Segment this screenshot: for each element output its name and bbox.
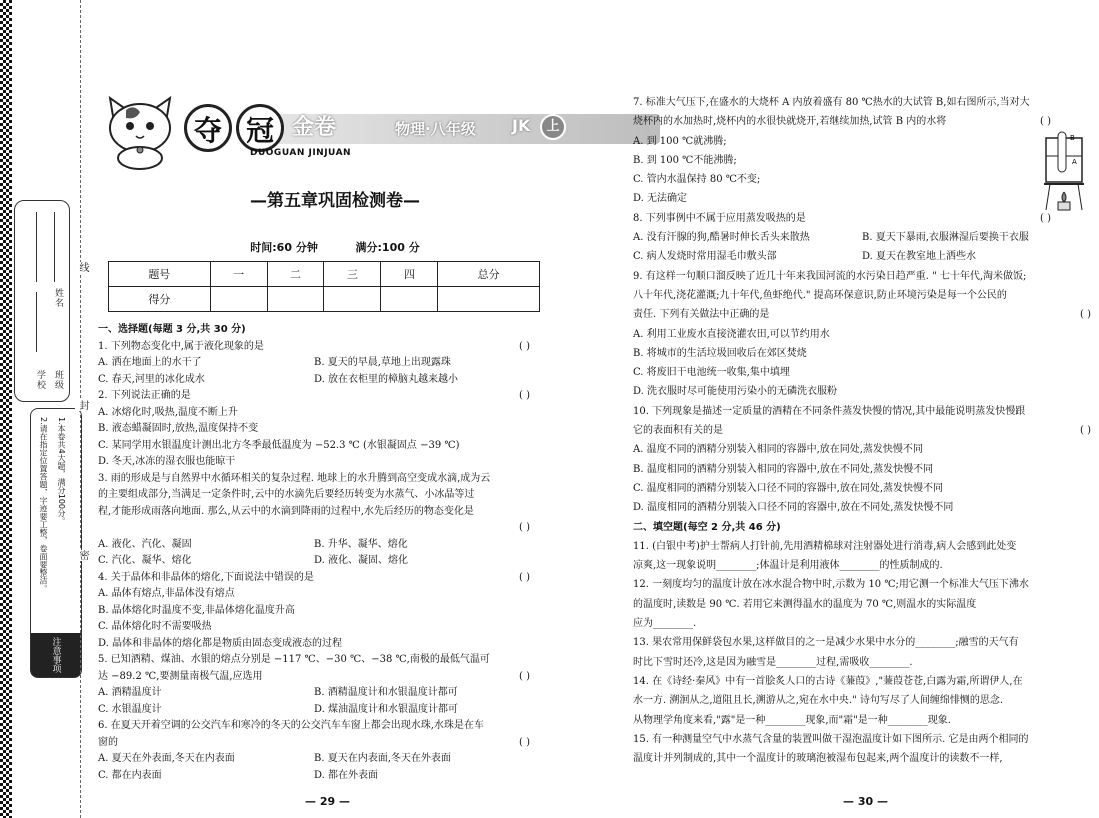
question-text: 程,才能形成雨落向地面. 那么,从云中的水滴到降雨的过程中,水先后经历的物态变化是	[98, 505, 474, 517]
text-line	[633, 595, 1091, 614]
question-text: 2. 下列说法正确的是	[98, 390, 191, 401]
text-line	[633, 518, 1091, 537]
option-right: D. 液化、凝固、熔化	[314, 555, 409, 566]
option-right: B. 酒精温度计和水银温度计都可	[314, 687, 458, 698]
text-line	[98, 471, 530, 488]
question-text: B. 到 100 ℃不能沸腾;	[633, 154, 737, 166]
brand-pinyin: DUOGUAN JINJUAN	[250, 148, 352, 158]
text-line	[633, 132, 1091, 151]
score-cell	[267, 287, 324, 312]
text-line	[633, 711, 1091, 730]
score-cell: 得分	[109, 287, 211, 312]
question-text: 达 −89.2 ℃,要测量南极气温,应选用	[98, 670, 263, 682]
page-title: —第五章巩固检测卷—	[250, 191, 420, 211]
seal-mark-feng: 封	[77, 400, 88, 411]
question-text: A. 冰熔化时,吸热,温度不断上升	[98, 406, 238, 418]
text-line	[98, 603, 530, 620]
question-text: A. 晶体有熔点,非晶体没有熔点	[98, 588, 235, 599]
text-line	[633, 382, 1091, 401]
option-right: B. 夏天在内表面,冬天在外表面	[314, 753, 451, 764]
answer-paren: ( )	[519, 390, 530, 401]
text-line	[98, 636, 530, 653]
option-right: B. 夏天的早晨,草地上出现露珠	[314, 357, 451, 368]
text-line	[633, 614, 1091, 633]
question-text: 从物理学角度来看,"露"是一种________现象,而"霜"是一种________现象.	[633, 714, 951, 726]
question-text: C. 将废旧干电池统一收集,集中填埋	[633, 367, 790, 379]
score-label: 满分:100 分	[355, 241, 420, 254]
text-line	[633, 556, 1091, 575]
text-line	[98, 537, 530, 554]
option-left: A. 夏天在外表面,冬天在内表面	[98, 753, 235, 764]
text-line	[633, 305, 1091, 324]
option-right: D. 煤油温度计和水银温度计都可	[314, 703, 459, 715]
question-text: 烧杯内的水加热时,烧杯内的水很快就烧开,若继续加热,试管 B 内的水将	[633, 116, 947, 128]
cat-mascot-icon	[100, 92, 180, 170]
question-text: C. 某同学用水银温度计测出北方冬季最低温度为 −52.3 ℃ (水银凝固点 −39 ℃)	[98, 439, 460, 451]
question-text: 9. 有这样一句顺口溜反映了近几十年来我国河流的水污染日趋严重. " 七十年代,淘米做饭;	[633, 270, 1027, 282]
score-cell	[438, 287, 540, 312]
page-number-left: — 29 —	[305, 795, 350, 808]
brand-char-guan: 冠	[236, 104, 284, 152]
header-cell: 三	[324, 262, 381, 287]
question-text: A. 利用工业废水直接浇灌农田,可以节约用水	[633, 328, 830, 340]
text-line	[98, 388, 530, 405]
answer-paren: ( )	[519, 340, 530, 352]
text-line	[98, 669, 530, 686]
text-line	[633, 286, 1091, 305]
answer-paren: ( )	[1080, 425, 1091, 437]
score-table	[108, 261, 540, 312]
question-text: 应为________.	[633, 618, 697, 630]
option-left: A. 酒精温度计	[98, 687, 162, 698]
question-text: 5. 已知酒精、煤油、水银的熔点分别是 −117 ℃、−30 ℃、−38 ℃,南极的最低气温可	[98, 654, 490, 665]
text-line	[633, 479, 1091, 498]
text-line	[98, 702, 530, 719]
text-line	[98, 421, 530, 438]
text-line	[98, 735, 530, 752]
question-text: 窗的	[98, 736, 118, 748]
question-text: 15. 有一种测量空气中水蒸气含量的装置叫做干湿泡温度计如下图所示. 它是由两个相同的	[633, 733, 1029, 745]
text-line	[633, 402, 1091, 421]
answer-paren: ( )	[519, 571, 530, 583]
text-line	[98, 339, 530, 356]
text-line	[98, 355, 530, 372]
seal-mark-mi: 密	[77, 550, 88, 561]
text-line	[98, 619, 530, 636]
text-line	[98, 322, 530, 339]
question-text: 10. 下列现象是描述一定质量的酒精在不同条件蒸发快慢的情况,其中最能说明蒸发快慢跟	[633, 405, 1026, 417]
question-text: 7. 标准大气压下,在盛水的大烧杯 A 内放着盛有 80 ℃热水的大试管 B,如右图所示,当对大	[633, 97, 1030, 108]
section-heading: 一、选择题(每题 3 分,共 30 分)	[98, 324, 246, 335]
text-line	[633, 672, 1091, 691]
text-line	[633, 170, 1091, 189]
option-left: C. 春天,河里的冰化成水	[98, 373, 205, 385]
header-cell: 一	[210, 262, 267, 287]
exam-meta	[100, 239, 570, 255]
answer-paren: ( )	[1080, 309, 1091, 321]
beaker-apparatus-icon	[1040, 130, 1088, 214]
text-line	[633, 440, 1091, 459]
text-line	[98, 405, 530, 422]
answer-paren: ( )	[1040, 116, 1051, 128]
page-number-right: — 30 —	[843, 795, 888, 808]
text-line	[633, 537, 1091, 556]
question-text: 13. 果农常用保鲜袋包水果,这样做目的之一是减少水果中水分的________;融雪的天气有	[633, 637, 1019, 649]
text-line	[633, 228, 1091, 247]
question-text: 时比下雪时还冷,这是因为融雪是________过程,需吸收________.	[633, 656, 913, 668]
text-line	[98, 685, 530, 702]
text-line	[98, 504, 530, 521]
checker-border	[0, 0, 12, 818]
question-text: D. 无法确定	[633, 193, 688, 205]
question-text: C. 管内水温保持 80 ℃不变;	[633, 174, 761, 186]
notes-heading: 注意事项	[31, 633, 81, 677]
text-line	[98, 553, 530, 570]
edition-jk: JK	[512, 116, 531, 135]
text-line	[633, 344, 1091, 363]
option-right: B. 夏天下暴雨,衣服淋湿后要换干衣服	[862, 232, 1029, 244]
subject-label: 物理·八年级	[395, 120, 476, 138]
question-text: 12. 一刻度均匀的温度计放在冰水混合物中时,示数为 10 ℃;用它测一个标准大气压下沸水	[633, 579, 1029, 591]
question-text: 温度计并列制成的,其中一个温度计的玻璃泡被湿布包起来,两个温度计的读数不一样,	[633, 753, 1003, 765]
right-column	[633, 93, 1091, 768]
note-1: 1.本卷共4大题，满分100分。	[57, 417, 66, 525]
text-line	[633, 151, 1091, 170]
text-line	[633, 325, 1091, 344]
score-cell	[210, 287, 267, 312]
text-line	[98, 652, 530, 669]
text-line	[633, 421, 1091, 440]
text-line	[633, 189, 1091, 208]
question-text: B. 晶体熔化时温度不变,非晶体熔化温度升高	[98, 604, 295, 616]
binding-margin	[14, 0, 84, 818]
text-line	[633, 498, 1091, 517]
answer-paren: ( )	[519, 670, 530, 682]
question-text: A. 到 100 ℃就沸腾;	[633, 135, 727, 147]
text-line	[98, 520, 530, 537]
term-badge: 上	[540, 114, 566, 140]
question-text: D. 温度相同的酒精分别装入口径不同的容器中,放在不同处,蒸发快慢不同	[633, 502, 954, 514]
question-text: A. 温度不同的酒精分别装入相同的容器中,放在同处,蒸发快慢不同	[633, 444, 923, 456]
text-line	[633, 267, 1091, 286]
question-text: 3. 雨的形成是与自然界中水循环相关的复杂过程. 地球上的水升腾到高空变成水滴,成为云	[98, 472, 491, 484]
text-line	[98, 718, 530, 735]
option-right: B. 升华、凝华、熔化	[314, 538, 408, 550]
text-line	[633, 209, 1091, 228]
text-line	[633, 460, 1091, 479]
header-banner	[100, 92, 575, 172]
time-label: 时间:60 分钟	[250, 241, 318, 254]
question-text: C. 晶体熔化时不需要吸热	[98, 621, 212, 632]
question-text: B. 温度相同的酒精分别装入相同的容器中,放在不同处,蒸发快慢不同	[633, 463, 934, 475]
question-text: D. 洗衣服时尽可能使用污染小的无磷洗衣服粉	[633, 386, 838, 398]
option-left: C. 汽化、凝华、熔化	[98, 555, 192, 566]
text-line	[633, 247, 1091, 266]
text-line	[633, 93, 1091, 112]
answer-paren: ( )	[519, 522, 530, 533]
question-text: B. 将城市的生活垃圾回收后在郊区焚烧	[633, 347, 807, 359]
seal-mark-xian: 线	[77, 262, 88, 273]
option-left: C. 都在内表面	[98, 769, 162, 781]
text-line	[633, 691, 1091, 710]
text-line	[633, 653, 1091, 672]
text-line	[633, 112, 1091, 131]
question-text: 的主要组成部分,当满足一定条件时,云中的水滴先后要经历转变为水蒸气、小冰晶等过	[98, 489, 475, 500]
question-text: C. 温度相同的酒精分别装入口径不同的容器中,放在同处,蒸发快慢不同	[633, 482, 944, 494]
score-cell	[381, 287, 438, 312]
question-text: 1. 下列物态变化中,属于液化现象的是	[98, 340, 264, 352]
option-left: A. 洒在地面上的水干了	[98, 357, 202, 368]
section-heading: 二、填空题(每空 2 分,共 46 分)	[633, 521, 781, 533]
notes-box	[30, 408, 82, 678]
option-left: A. 液化、汽化、凝固	[98, 538, 192, 550]
text-line	[98, 570, 530, 587]
question-text: 水一方. 溯洄从之,道阻且长,溯游从之,宛在水中央." 诗句写尽了人间缠绵悱恻的思念.	[633, 695, 1004, 707]
answer-paren: ( )	[1040, 212, 1051, 224]
text-line	[633, 749, 1091, 768]
text-line	[98, 438, 530, 455]
header-cell: 二	[267, 262, 324, 287]
option-right: D. 夏天在教室地上洒些水	[862, 251, 977, 263]
brand-gold-text: 金卷	[292, 115, 337, 140]
name-label: 姓名	[53, 288, 63, 308]
class-label: 班级	[53, 370, 63, 390]
question-text: D. 晶体和非晶体的熔化都是物质由固态变成液态的过程	[98, 637, 343, 649]
question-text: 责任. 下列有关做法中正确的是	[633, 309, 770, 321]
note-2: 2.请在指定位置答题，字迹要工整，卷面要整洁。	[39, 417, 48, 593]
question-text: D. 冬天,冰冻的湿衣服也能晾干	[98, 456, 236, 467]
svg-text:A: A	[1072, 158, 1077, 166]
left-column	[98, 322, 530, 784]
text-line	[98, 372, 530, 389]
question-text: 14. 在《诗经·秦风》中有一首脍炙人口的古诗《蒹葭》,"蒹葭苍苍,白露为霜,所谓伊人,在	[633, 675, 1023, 687]
header-cell: 四	[381, 262, 438, 287]
question-text: 4. 关于晶体和非晶体的熔化,下面说法中错误的是	[98, 571, 314, 583]
text-line	[98, 768, 530, 785]
option-left: C. 水银温度计	[98, 703, 162, 715]
answer-paren: ( )	[519, 736, 530, 748]
svg-text:B: B	[1070, 134, 1075, 142]
header-cell: 题号	[109, 262, 211, 287]
option-left: A. 没有汗腺的狗,酷暑时伸长舌头来散热	[633, 232, 810, 244]
question-text: 八十年代,浇花灌溉;九十年代,鱼虾绝代." 提高环保意识,防止环境污染是每一个公民的	[633, 289, 1007, 301]
option-left: C. 病人发烧时常用湿毛巾敷头部	[633, 251, 777, 263]
text-line	[633, 730, 1091, 749]
text-line	[633, 633, 1091, 652]
text-line	[98, 751, 530, 768]
question-text: 6. 在夏天开着空调的公交汽车和寒冷的冬天的公交汽车车窗上都会出现水珠,水珠是在车	[98, 720, 484, 731]
question-text: 它的表面积有关的是	[633, 425, 723, 437]
question-text: 11. (白银中考)护士帮病人打针前,先用酒精棉球对注射器处进行消毒,病人会感到此处变	[633, 540, 1017, 552]
option-right: D. 都在外表面	[314, 769, 379, 781]
header-cell: 总分	[438, 262, 540, 287]
score-cell	[324, 287, 381, 312]
question-text: 的温度时,读数是 90 ℃. 若用它来测得温水的温度为 70 ℃,则温水的实际温度	[633, 598, 977, 610]
question-text: 凉爽,这一现象说明________;体温计是利用液体________的性质制成的.	[633, 560, 943, 572]
question-text: 8. 下列事例中不属于应用蒸发吸热的是	[633, 212, 806, 224]
school-label: 学校	[35, 370, 45, 390]
question-text: B. 液态蜡凝固时,放热,温度保持不变	[98, 423, 259, 434]
text-line	[633, 575, 1091, 594]
brand-char-duo: 夺	[184, 104, 232, 152]
text-line	[98, 586, 530, 603]
text-line	[98, 487, 530, 504]
text-line	[98, 454, 530, 471]
option-right: D. 放在衣柜里的樟脑丸越来越小	[314, 373, 459, 385]
text-line	[633, 363, 1091, 382]
